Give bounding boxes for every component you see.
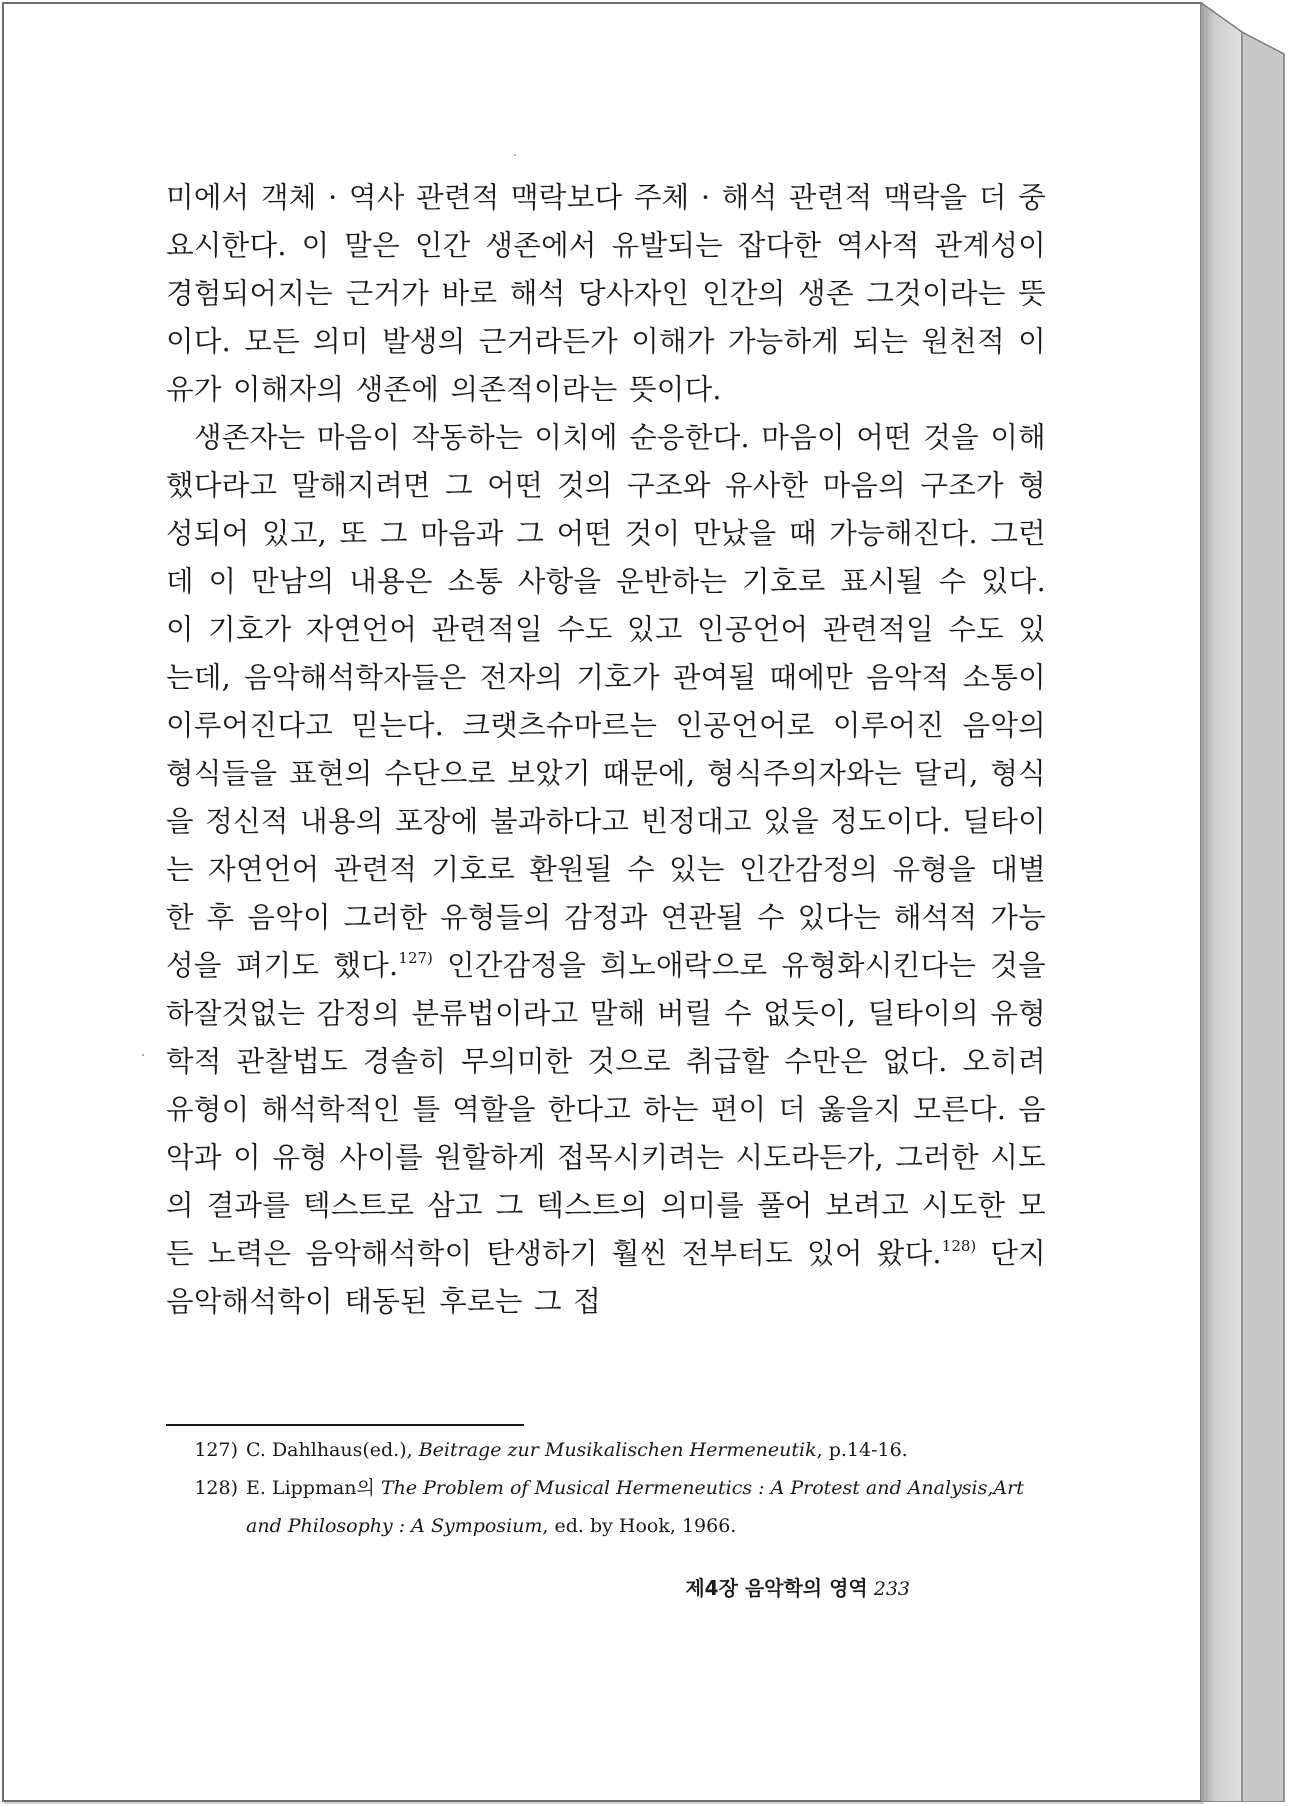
footnote-ref-127: 127)	[398, 949, 433, 967]
footnote-127	[166, 1431, 1046, 1469]
footnotes	[166, 1431, 1046, 1545]
footnote-128	[166, 1469, 1046, 1545]
footnote-number: 127)	[194, 1439, 238, 1461]
footnote-title: Beitrage zur Musikalischen Hermeneutik	[418, 1439, 817, 1461]
running-footer	[685, 1572, 910, 1601]
footnote-text	[246, 1431, 1046, 1469]
footnote-number: 128)	[194, 1477, 238, 1499]
body-text	[166, 174, 1046, 1326]
paragraph-text: 인간감정을 희노애락으로 유형화시킨다는 것을 하잘것없는 감정의 분류법이라고 말해 버릴 수 없듯이, 딜타이의 유형학적 관찰법도 경솔히 무의미한 것으로 취급할 수만은 없다. 오히려 유형이 해석학적인 틀 역할을 한다고 하는 편이 더 옳을지 모른다. 음악과 이 유형 사이를 원할하게 접목시키려는 시도라든가, 그러한 시도의 결과를 텍스트로 삼고 그 텍스트의 의미를 풀어 보려고 시도한 모든 노력은 음악해석학이 탄생하기 훨씬 전부터도 있어 왔다.	[166, 949, 1046, 1270]
footnote-tail: , ed. by Hook, 1966.	[542, 1515, 737, 1537]
footnote-divider	[166, 1424, 524, 1426]
paragraph-text: 미에서 객체 · 역사 관련적 맥락보다 주체 · 해석 관련적 맥락을 더 중요시한다. 이 말은 인간 생존에서 유발되는 잡다한 역사적 관계성이 경험되어지는 근거가 바로 해석 당사자인 인간의 생존 그것이라는 뜻이다. 모든 의미 발생의 근거라든가 이해가 가능하게 되는 원천적 이유가 이해자의 생존에 의존적이라는 뜻이다.	[166, 181, 1046, 406]
book-spine-edge	[1200, 2, 1286, 1802]
page-stack-graphic	[1200, 2, 1286, 1802]
paragraph-text: 생존자는 마음이 작동하는 이치에 순응한다. 마음이 어떤 것을 이해했다라고 말해지려면 그 어떤 것의 구조와 유사한 마음의 구조가 형성되어 있고, 또 그 마음과 그 어떤 것이 만났을 때 가능해진다. 그런데 이 만남의 내용은 소통 사항을 운반하는 기호로 표시될 수 있다. 이 기호가 자연언어 관련적일 수도 있고 인공언어 관련적일 수도 있는데, 음악해석학자들은 전자의 기호가 관여될 때에만 음악적 소통이 이루어진다고 믿는다. 크랫츠슈마르는 인공언어로 이루어진 음악의 형식들을 표현의 수단으로 보았기 때문에, 형식주의자와는 달리, 형식을 정신적 내용의 포장에 불과하다고 빈정대고 있을 정도이다. 딜타이는 자연언어 관련적 기호로 환원될 수 있는 인간감정의 유형을 대별한 후 음악이 그러한 유형들의 감정과 연관될 수 있다는 해석적 가능성을 펴기도 했다.	[166, 421, 1046, 982]
footnote-ref-128: 128)	[941, 1237, 977, 1255]
footnote-title: The Problem of Musical Hermeneutics : A Protest and Analysis,Art and Philosophy : A Symposium	[246, 1477, 1024, 1537]
scan-speck	[514, 154, 516, 156]
book-page	[2, 2, 1202, 1802]
footnote-lead: C. Dahlhaus(ed.),	[246, 1439, 419, 1461]
scan-speck	[142, 1054, 144, 1056]
footnote-tail: , p.14-16.	[816, 1439, 908, 1461]
paragraph-text: 단지 음악해석학이 태동된 후로는 그 접	[166, 1237, 1046, 1318]
page-number: 233	[873, 1578, 910, 1600]
footnote-lead: E. Lippman의	[246, 1477, 381, 1499]
paragraph-2	[166, 414, 1046, 1326]
footnote-text	[246, 1469, 1046, 1545]
paragraph-1	[166, 174, 1046, 414]
chapter-title: 제4장 음악학의 영역	[685, 1576, 868, 1600]
